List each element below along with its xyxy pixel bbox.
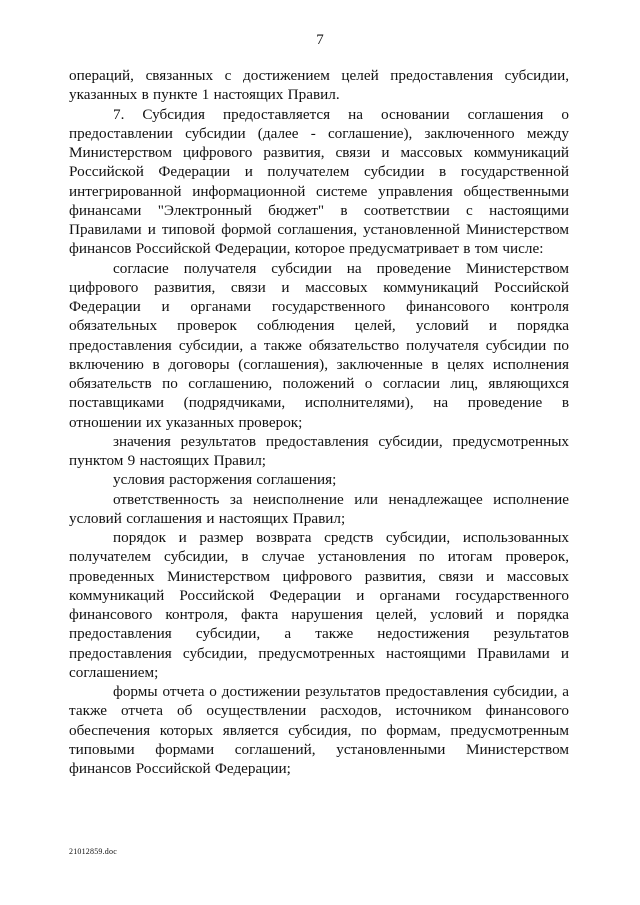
- paragraph-consent-to-audits: согласие получателя субсидии на проведение Министерством цифрового развития, связи и массовых коммуникаций Российской Федерации и органами государственного финансового контроля обязательных проверок соблюдения целей, условий и порядка предоставления субсидии, а также обязательство получателя субсидии по включению в договоры (соглашения), заключенные в целях исполнения обязательств по соглашению, положений о согласии лиц, являющихся поставщиками (подрядчиками, исполнителями), на проведение в отношении их указанных проверок;: [69, 259, 569, 431]
- footer-filename: 21012859.doc: [69, 847, 117, 856]
- paragraph-result-values: значения результатов предоставления субсидии, предусмотренных пунктом 9 настоящих Правил;: [69, 432, 569, 469]
- document-body: [69, 66, 569, 778]
- paragraph-termination-conditions: условия расторжения соглашения;: [113, 471, 337, 489]
- page-number: 7: [316, 32, 324, 48]
- paragraph-report-forms: формы отчета о достижении результатов предоставления субсидии, а также отчета об осуществлении расходов, источником финансового обеспечения которых является субсидия, по формам, предусмотренным типовыми формами соглашений, установленными Министерством финансов Российской Федерации;: [69, 683, 569, 777]
- paragraph-continuation: операций, связанных с достижением целей предоставления субсидии, указанных в пункте 1 настоящих Правил.: [69, 67, 569, 104]
- paragraph-refund-procedure: порядок и размер возврата средств субсидии, использованных получателем субсидии, в случае установления по итогам проверок, проведенных Министерством цифрового развития, связи и массовых коммуникаций Российской Федерации и органами государственного финансового контроля, факта нарушения целей, условий и порядка предоставления субсидии, а также недостижения результатов предоставления субсидии, предусмотренных настоящими Правилами и соглашением;: [69, 529, 569, 681]
- paragraph-clause-7: 7. Субсидия предоставляется на основании соглашения о предоставлении субсидии (далее - соглашение), заключенного между Министерством цифрового развития, связи и массовых коммуникаций Российской Федерации и получателем субсидии в государственной интегрированной информационной системе управления общественными финансами "Электронный бюджет" в соответствии с настоящими Правилами и типовой формой соглашения, установленной Министерством финансов Российской Федерации, которое предусматривает в том числе:: [69, 105, 569, 258]
- paragraph-liability: ответственность за неисполнение или ненадлежащее исполнение условий соглашения и настоящих Правил;: [69, 490, 569, 527]
